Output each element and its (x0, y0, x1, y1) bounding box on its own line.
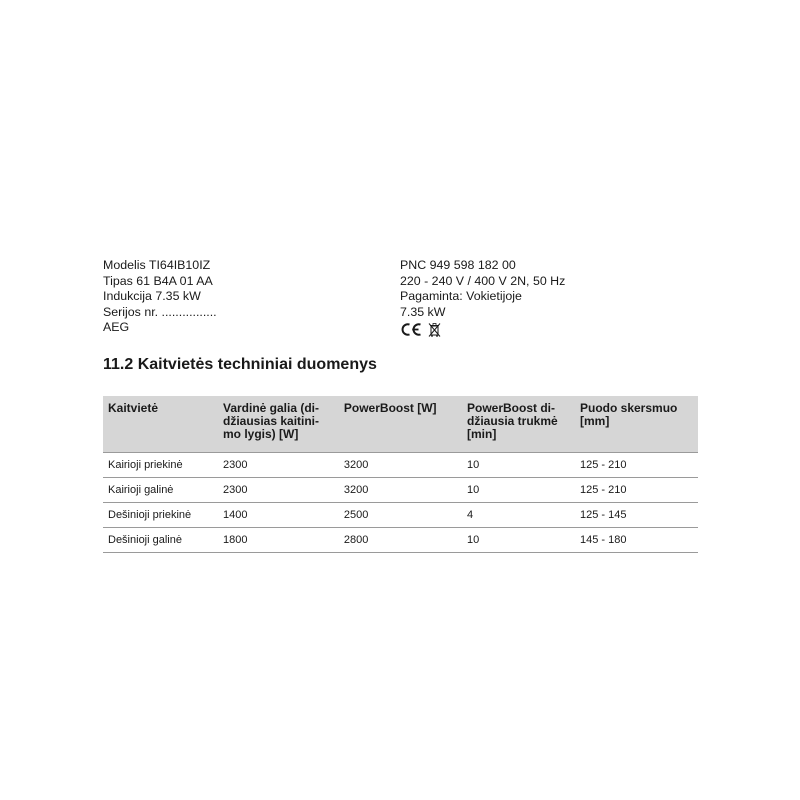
induction-line: Indukcija 7.35 kW (103, 289, 201, 304)
compliance-marks (400, 321, 565, 338)
cell-powerboost-duration: 10 (462, 453, 575, 478)
made-in-line: Pagaminta: Vokietijoje (400, 289, 522, 304)
header-line: Kaitvietė (108, 401, 159, 415)
weee-bin-icon (428, 322, 441, 338)
cell-rated-power: 2300 (218, 453, 339, 478)
product-info-left (103, 258, 217, 336)
header-line: džiausia trukmė (467, 414, 558, 428)
brand-line: AEG (103, 320, 130, 335)
cell-powerboost: 3200 (339, 453, 462, 478)
cell-powerboost-duration: 4 (462, 503, 575, 528)
cell-rated-power: 1400 (218, 503, 339, 528)
power-line: 7.35 kW (400, 304, 446, 319)
cell-cooking-zone: Kairioji galinė (103, 478, 218, 503)
cell-rated-power: 2300 (218, 478, 339, 503)
cell-cooking-zone: Dešinioji priekinė (103, 503, 218, 528)
product-info-right (400, 258, 565, 338)
cell-pot-diameter: 145 - 180 (575, 528, 698, 553)
hob-specs-table (103, 396, 698, 553)
header-line: mo lygis) [W] (222, 427, 299, 441)
cell-powerboost: 3200 (339, 478, 462, 503)
header-cooking-zone (103, 396, 218, 453)
cell-pot-diameter: 125 - 210 (575, 478, 698, 503)
header-line: [min] (467, 427, 497, 441)
section-title: 11.2 Kaitvietės techniniai duomenys (103, 356, 377, 373)
table-row (103, 528, 698, 553)
model-line: Modelis TI64IB10IZ (103, 258, 211, 272)
cell-powerboost: 2500 (339, 503, 462, 528)
voltage-line: 220 - 240 V / 400 V 2N, 50 Hz (400, 273, 566, 288)
table-row (103, 453, 698, 478)
pnc-line: PNC 949 598 182 00 (400, 258, 516, 272)
header-line: PowerBoost di- (467, 401, 556, 415)
header-line: [mm] (580, 414, 610, 428)
cell-cooking-zone: Kairioji priekinė (103, 453, 218, 478)
header-line: Vardinė galia (di- (222, 401, 320, 415)
header-pot-diameter (575, 396, 698, 453)
table-header-row (103, 396, 698, 453)
header-powerboost (339, 396, 462, 453)
ce-mark-icon (400, 322, 424, 337)
cell-pot-diameter: 125 - 145 (575, 503, 698, 528)
header-powerboost-duration (462, 396, 575, 453)
cell-powerboost: 2800 (339, 528, 462, 553)
cell-rated-power: 1800 (218, 528, 339, 553)
table-row (103, 478, 698, 503)
type-line: Tipas 61 B4A 01 AA (103, 273, 213, 288)
header-rated-power (218, 396, 339, 453)
header-line: džiausias kaitini- (222, 414, 320, 428)
serial-line: Serijos nr. ................ (103, 304, 217, 319)
header-line: Puodo skersmuo (580, 401, 678, 415)
cell-powerboost-duration: 10 (462, 478, 575, 503)
header-line: PowerBoost [W] (343, 401, 437, 415)
cell-cooking-zone: Dešinioji galinė (103, 528, 218, 553)
table-row (103, 503, 698, 528)
cell-pot-diameter: 125 - 210 (575, 453, 698, 478)
cell-powerboost-duration: 10 (462, 528, 575, 553)
